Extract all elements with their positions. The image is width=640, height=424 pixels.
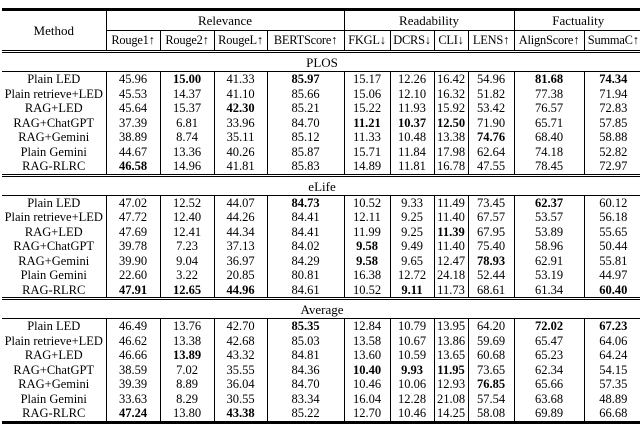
value-cell: 39.78 <box>106 239 160 254</box>
value-cell: 85.87 <box>267 145 344 160</box>
value-cell: 24.18 <box>434 268 468 283</box>
results-table <box>2 8 640 424</box>
value-cell: 50.44 <box>584 239 640 254</box>
value-cell: 62.91 <box>514 254 584 269</box>
value-cell: 15.37 <box>160 101 214 116</box>
value-cell: 65.66 <box>514 377 584 392</box>
value-cell: 60.68 <box>468 348 514 363</box>
value-cell: 76.85 <box>468 377 514 392</box>
value-cell: 85.83 <box>267 159 344 175</box>
value-cell: 45.96 <box>106 72 160 87</box>
value-cell: 17.98 <box>434 145 468 160</box>
value-cell: 11.40 <box>434 210 468 225</box>
value-cell: 15.71 <box>344 145 390 160</box>
value-cell: 9.65 <box>390 254 434 269</box>
method-cell: Plain retrieve+LED <box>4 333 103 348</box>
method-cell: RAG+LED <box>24 224 83 239</box>
value-cell: 67.23 <box>584 319 640 334</box>
value-cell: 45.64 <box>106 101 160 116</box>
value-cell: 8.89 <box>160 377 214 392</box>
value-cell: 14.89 <box>344 159 390 175</box>
value-cell: 48.89 <box>584 392 640 407</box>
value-cell: 44.96 <box>214 283 267 299</box>
value-cell: 13.86 <box>434 334 468 349</box>
table-row <box>2 87 640 102</box>
value-cell: 38.59 <box>106 363 160 378</box>
value-cell: 53.89 <box>514 225 584 240</box>
table-row <box>2 254 640 269</box>
value-cell: 9.33 <box>390 195 434 210</box>
method-cell: RAG+ChatGPT <box>13 362 95 377</box>
method-cell: Plain LED <box>27 319 81 333</box>
value-cell: 84.61 <box>267 283 344 299</box>
value-cell: 80.81 <box>267 268 344 283</box>
value-cell: 42.70 <box>214 319 267 334</box>
value-cell: 54.96 <box>468 72 514 87</box>
value-cell: 60.12 <box>584 195 640 210</box>
value-cell: 62.64 <box>468 145 514 160</box>
value-cell: 9.58 <box>344 239 390 254</box>
value-cell: 8.29 <box>160 392 214 407</box>
table-row <box>2 210 640 225</box>
table-row <box>2 377 640 392</box>
value-cell: 47.55 <box>468 159 514 175</box>
value-cell: 84.36 <box>267 363 344 378</box>
value-cell: 62.37 <box>514 195 584 210</box>
value-cell: 12.11 <box>344 210 390 225</box>
value-cell: 13.36 <box>160 145 214 160</box>
value-cell: 42.30 <box>214 101 267 116</box>
value-cell: 11.49 <box>434 195 468 210</box>
group-header-relevance: Relevance <box>106 10 344 31</box>
value-cell: 9.11 <box>390 283 434 299</box>
method-cell: Plain retrieve+LED <box>4 86 103 101</box>
method-cell: Plain LED <box>27 72 81 86</box>
value-cell: 85.35 <box>267 319 344 334</box>
value-cell: 36.97 <box>214 254 267 269</box>
value-cell: 10.40 <box>344 363 390 378</box>
value-cell: 76.57 <box>514 101 584 116</box>
value-cell: 57.35 <box>584 377 640 392</box>
value-cell: 44.26 <box>214 210 267 225</box>
group-header-readability: Readability <box>344 10 514 31</box>
value-cell: 67.95 <box>468 225 514 240</box>
value-cell: 41.33 <box>214 72 267 87</box>
value-cell: 85.21 <box>267 101 344 116</box>
value-cell: 68.61 <box>468 283 514 299</box>
value-cell: 11.33 <box>344 130 390 145</box>
table-row <box>2 283 640 299</box>
value-cell: 9.04 <box>160 254 214 269</box>
group-header-factuality: Factuality <box>514 10 640 31</box>
value-cell: 37.39 <box>106 116 160 131</box>
value-cell: 10.52 <box>344 195 390 210</box>
method-cell: RAG-RLRC <box>22 159 86 173</box>
table-row <box>2 334 640 349</box>
table-row <box>2 101 640 116</box>
value-cell: 45.53 <box>106 87 160 102</box>
value-cell: 60.40 <box>584 283 640 299</box>
column-header-alignscore: AlignScore↑ <box>514 31 584 52</box>
value-cell: 47.24 <box>106 406 160 422</box>
value-cell: 58.96 <box>514 239 584 254</box>
value-cell: 12.52 <box>160 195 214 210</box>
section-title: eLife <box>2 175 640 195</box>
value-cell: 84.41 <box>267 225 344 240</box>
value-cell: 46.62 <box>106 334 160 349</box>
value-cell: 16.32 <box>434 87 468 102</box>
value-cell: 66.68 <box>584 406 640 422</box>
value-cell: 15.06 <box>344 87 390 102</box>
table-row <box>2 145 640 160</box>
value-cell: 11.73 <box>434 283 468 299</box>
table-row <box>2 195 640 210</box>
table-row <box>2 130 640 145</box>
value-cell: 12.65 <box>160 283 214 299</box>
value-cell: 57.85 <box>584 116 640 131</box>
value-cell: 72.97 <box>584 159 640 175</box>
value-cell: 11.95 <box>434 363 468 378</box>
method-cell: RAG+ChatGPT <box>13 115 95 130</box>
value-cell: 67.57 <box>468 210 514 225</box>
section-title: PLOS <box>2 52 640 72</box>
value-cell: 72.02 <box>514 319 584 334</box>
section-band-elife <box>2 175 640 195</box>
value-cell: 7.23 <box>160 239 214 254</box>
value-cell: 53.19 <box>514 268 584 283</box>
column-header-cli: CLI↓ <box>434 31 468 52</box>
value-cell: 59.69 <box>468 334 514 349</box>
value-cell: 46.66 <box>106 348 160 363</box>
value-cell: 20.85 <box>214 268 267 283</box>
value-cell: 55.81 <box>584 254 640 269</box>
value-cell: 8.74 <box>160 130 214 145</box>
section-band-average <box>2 299 640 319</box>
value-cell: 11.99 <box>344 225 390 240</box>
method-cell: RAG+Gemini <box>18 253 90 268</box>
method-cell: RAG+Gemini <box>18 130 90 144</box>
table-row <box>2 348 640 363</box>
method-cell: RAG+LED <box>24 101 83 115</box>
value-cell: 11.39 <box>434 225 468 240</box>
value-cell: 85.22 <box>267 406 344 422</box>
value-cell: 81.68 <box>514 72 584 87</box>
method-cell: Plain Gemini <box>20 144 87 159</box>
value-cell: 12.41 <box>160 225 214 240</box>
value-cell: 10.06 <box>390 377 434 392</box>
value-cell: 15.92 <box>434 101 468 116</box>
value-cell: 38.89 <box>106 130 160 145</box>
value-cell: 21.08 <box>434 392 468 407</box>
column-header-lens: LENS↑ <box>468 31 514 52</box>
value-cell: 84.29 <box>267 254 344 269</box>
value-cell: 15.17 <box>344 72 390 87</box>
value-cell: 74.34 <box>584 72 640 87</box>
table-header <box>2 10 640 52</box>
value-cell: 84.70 <box>267 377 344 392</box>
method-cell: Plain Gemini <box>20 268 87 282</box>
column-header-fkgl: FKGL↓ <box>344 31 390 52</box>
column-header-dcrs: DCRS↓ <box>390 31 434 52</box>
value-cell: 11.84 <box>390 145 434 160</box>
value-cell: 37.13 <box>214 239 267 254</box>
value-cell: 63.68 <box>514 392 584 407</box>
value-cell: 35.55 <box>214 363 267 378</box>
value-cell: 52.44 <box>468 268 514 283</box>
value-cell: 13.80 <box>160 406 214 422</box>
value-cell: 14.37 <box>160 87 214 102</box>
value-cell: 78.93 <box>468 254 514 269</box>
value-cell: 85.12 <box>267 130 344 145</box>
value-cell: 47.02 <box>106 195 160 210</box>
value-cell: 44.34 <box>214 225 267 240</box>
value-cell: 58.88 <box>584 130 640 145</box>
value-cell: 10.48 <box>390 130 434 145</box>
value-cell: 12.47 <box>434 254 468 269</box>
value-cell: 54.15 <box>584 363 640 378</box>
value-cell: 77.38 <box>514 87 584 102</box>
value-cell: 65.23 <box>514 348 584 363</box>
table-row <box>2 268 640 283</box>
value-cell: 13.38 <box>160 334 214 349</box>
value-cell: 58.08 <box>468 406 514 422</box>
value-cell: 16.42 <box>434 72 468 87</box>
column-header-method: Method <box>2 10 106 52</box>
method-cell: Plain retrieve+LED <box>4 210 103 224</box>
value-cell: 85.97 <box>267 72 344 87</box>
value-cell: 78.45 <box>514 159 584 175</box>
value-cell: 11.81 <box>390 159 434 175</box>
value-cell: 61.34 <box>514 283 584 299</box>
value-cell: 71.90 <box>468 116 514 131</box>
value-cell: 53.57 <box>514 210 584 225</box>
value-cell: 84.73 <box>267 195 344 210</box>
value-cell: 9.93 <box>390 363 434 378</box>
table-row <box>2 159 640 175</box>
value-cell: 85.03 <box>267 334 344 349</box>
value-cell: 73.45 <box>468 195 514 210</box>
value-cell: 65.71 <box>514 116 584 131</box>
value-cell: 84.70 <box>267 116 344 131</box>
table-row <box>2 239 640 254</box>
value-cell: 13.95 <box>434 319 468 334</box>
section-band-plos <box>2 52 640 72</box>
value-cell: 84.81 <box>267 348 344 363</box>
value-cell: 43.32 <box>214 348 267 363</box>
value-cell: 52.82 <box>584 145 640 160</box>
value-cell: 72.83 <box>584 101 640 116</box>
value-cell: 10.46 <box>344 377 390 392</box>
value-cell: 64.20 <box>468 319 514 334</box>
value-cell: 57.54 <box>468 392 514 407</box>
table-row <box>2 116 640 131</box>
value-cell: 47.69 <box>106 225 160 240</box>
value-cell: 74.18 <box>514 145 584 160</box>
value-cell: 83.34 <box>267 392 344 407</box>
method-cell: RAG-RLRC <box>22 406 86 420</box>
value-cell: 46.58 <box>106 159 160 175</box>
value-cell: 62.34 <box>514 363 584 378</box>
value-cell: 10.37 <box>390 116 434 131</box>
value-cell: 69.89 <box>514 406 584 422</box>
value-cell: 46.49 <box>106 319 160 334</box>
value-cell: 9.25 <box>390 210 434 225</box>
value-cell: 36.04 <box>214 377 267 392</box>
value-cell: 39.90 <box>106 254 160 269</box>
value-cell: 12.50 <box>434 116 468 131</box>
method-cell: Plain Gemini <box>20 391 87 406</box>
value-cell: 74.76 <box>468 130 514 145</box>
value-cell: 12.26 <box>390 72 434 87</box>
value-cell: 14.96 <box>160 159 214 175</box>
value-cell: 22.60 <box>106 268 160 283</box>
table-row <box>2 406 640 422</box>
value-cell: 33.96 <box>214 116 267 131</box>
method-cell: RAG+LED <box>24 348 83 362</box>
value-cell: 12.40 <box>160 210 214 225</box>
value-cell: 35.11 <box>214 130 267 145</box>
value-cell: 9.25 <box>390 225 434 240</box>
value-cell: 13.76 <box>160 319 214 334</box>
value-cell: 84.41 <box>267 210 344 225</box>
value-cell: 12.10 <box>390 87 434 102</box>
value-cell: 71.94 <box>584 87 640 102</box>
value-cell: 43.38 <box>214 406 267 422</box>
section-title: Average <box>2 299 640 319</box>
value-cell: 64.06 <box>584 334 640 349</box>
value-cell: 39.39 <box>106 377 160 392</box>
value-cell: 6.81 <box>160 116 214 131</box>
value-cell: 33.63 <box>106 392 160 407</box>
value-cell: 64.24 <box>584 348 640 363</box>
method-cell: RAG+Gemini <box>18 377 90 391</box>
value-cell: 10.46 <box>390 406 434 422</box>
value-cell: 65.47 <box>514 334 584 349</box>
value-cell: 13.60 <box>344 348 390 363</box>
value-cell: 15.00 <box>160 72 214 87</box>
value-cell: 42.68 <box>214 334 267 349</box>
value-cell: 10.59 <box>390 348 434 363</box>
value-cell: 9.49 <box>390 239 434 254</box>
value-cell: 16.78 <box>434 159 468 175</box>
value-cell: 3.22 <box>160 268 214 283</box>
method-cell: RAG+ChatGPT <box>13 239 95 253</box>
value-cell: 55.65 <box>584 225 640 240</box>
value-cell: 85.66 <box>267 87 344 102</box>
table-body <box>2 52 640 423</box>
value-cell: 13.58 <box>344 334 390 349</box>
value-cell: 7.02 <box>160 363 214 378</box>
value-cell: 10.52 <box>344 283 390 299</box>
column-header-rouge1: Rouge1↑ <box>106 31 160 52</box>
value-cell: 84.02 <box>267 239 344 254</box>
column-header-rougel: RougeL↑ <box>214 31 267 52</box>
method-cell: Plain LED <box>27 195 81 210</box>
value-cell: 44.97 <box>584 268 640 283</box>
value-cell: 13.65 <box>434 348 468 363</box>
value-cell: 11.40 <box>434 239 468 254</box>
value-cell: 12.72 <box>390 268 434 283</box>
value-cell: 12.93 <box>434 377 468 392</box>
value-cell: 41.81 <box>214 159 267 175</box>
value-cell: 16.38 <box>344 268 390 283</box>
value-cell: 11.93 <box>390 101 434 116</box>
value-cell: 15.22 <box>344 101 390 116</box>
column-header-summac: SummaC↑ <box>584 31 640 52</box>
value-cell: 53.42 <box>468 101 514 116</box>
value-cell: 11.21 <box>344 116 390 131</box>
value-cell: 51.82 <box>468 87 514 102</box>
value-cell: 44.07 <box>214 195 267 210</box>
value-cell: 12.28 <box>390 392 434 407</box>
table-row <box>2 392 640 407</box>
value-cell: 47.72 <box>106 210 160 225</box>
column-header-bertscore: BERTScore↑ <box>267 31 344 52</box>
value-cell: 12.84 <box>344 319 390 334</box>
value-cell: 13.38 <box>434 130 468 145</box>
value-cell: 75.40 <box>468 239 514 254</box>
value-cell: 12.70 <box>344 406 390 422</box>
value-cell: 30.55 <box>214 392 267 407</box>
value-cell: 16.04 <box>344 392 390 407</box>
table-row <box>2 319 640 334</box>
value-cell: 13.89 <box>160 348 214 363</box>
value-cell: 68.40 <box>514 130 584 145</box>
table-row <box>2 72 640 87</box>
value-cell: 44.67 <box>106 145 160 160</box>
value-cell: 56.18 <box>584 210 640 225</box>
value-cell: 10.67 <box>390 334 434 349</box>
column-header-rouge2: Rouge2↑ <box>160 31 214 52</box>
table-row <box>2 363 640 378</box>
value-cell: 40.26 <box>214 145 267 160</box>
value-cell: 14.25 <box>434 406 468 422</box>
table-row <box>2 225 640 240</box>
value-cell: 9.58 <box>344 254 390 269</box>
method-cell: RAG-RLRC <box>22 282 86 297</box>
value-cell: 73.65 <box>468 363 514 378</box>
value-cell: 41.10 <box>214 87 267 102</box>
value-cell: 10.79 <box>390 319 434 334</box>
value-cell: 47.91 <box>106 283 160 299</box>
